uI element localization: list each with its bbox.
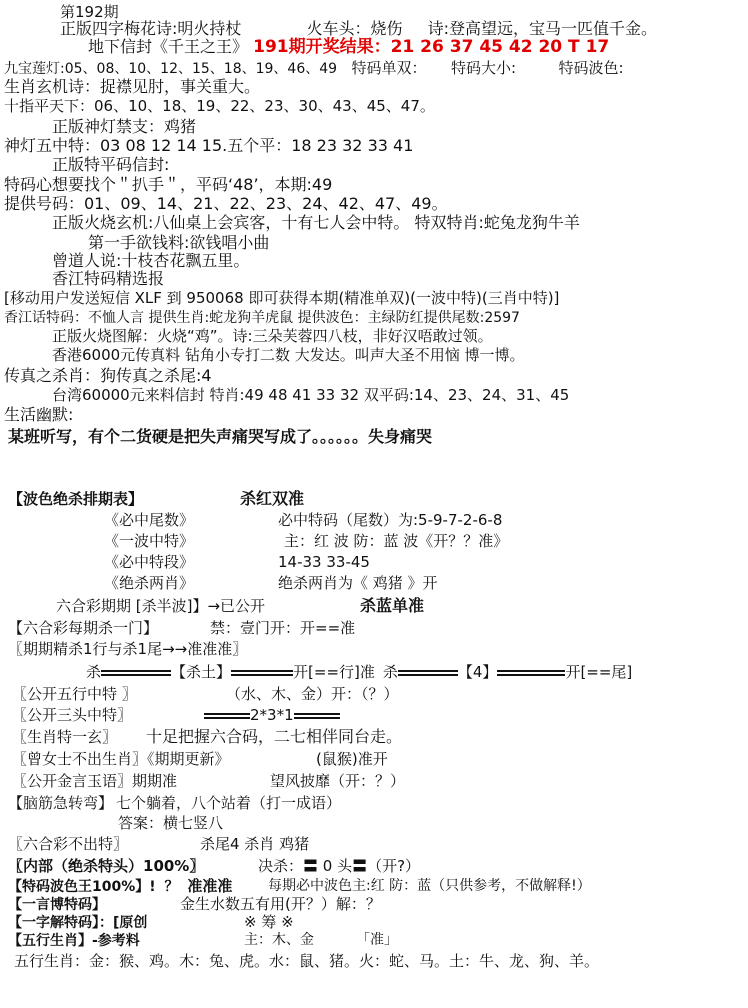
- heart-line: 特码心想要找个＂扒手＂，平码‘48’，本期:49: [4, 175, 333, 194]
- answer: 答案：横七竖八: [118, 814, 224, 832]
- kill-d: 杀: [382, 663, 398, 681]
- bar: [294, 713, 340, 719]
- special-size: 特码大小:: [450, 59, 517, 77]
- kill-f: 开[==尾]: [565, 663, 633, 681]
- bar: [204, 713, 250, 719]
- king-label: 【特码波色王100%】!: [8, 879, 156, 895]
- one-door-label: 【六合彩每期杀一门】: [8, 619, 159, 637]
- kill-row: [86, 664, 632, 681]
- king-sure: 准准准: [187, 877, 233, 895]
- humor-text: 某班听写，有个二货硬是把失声痛哭写成了。。。。。。失身痛哭: [8, 427, 433, 446]
- three-tail-row: [204, 707, 340, 724]
- segment-value: 14-33 33-45: [278, 553, 370, 571]
- kill-a: 杀: [86, 663, 102, 681]
- bar: [231, 670, 293, 676]
- wave-label: 《一波中特》: [104, 532, 195, 550]
- five-elem-label: 〖公开五行中特 〗: [12, 685, 137, 703]
- issue-number: 第192期: [60, 3, 119, 21]
- bet-value: 金生水数五有用(开？）解：？: [180, 895, 381, 913]
- gold-label: 〖公开金言玉语〗期期准: [12, 772, 178, 790]
- letter-result-row: [88, 38, 609, 58]
- brain-label: 【脑筋急转弯】: [8, 794, 114, 812]
- segment-label: 《必中特段》: [104, 553, 195, 571]
- zodiac-one-label: 〖生肖特一玄〗: [12, 728, 118, 746]
- plum-poem: [60, 20, 657, 38]
- first-hand: 第一手欲钱料:欲钱唱小曲: [88, 233, 270, 252]
- lotus-lamp-row: [4, 60, 624, 77]
- poem-text: 诗:登高望远，宝马一匹值千金。: [427, 19, 658, 38]
- tail-label: 《必中尾数》: [104, 511, 195, 529]
- hk6000: 香港6000元传真料 钻角小专打二数 大发达。叫声大圣不用恼 博一博。: [52, 346, 525, 364]
- plum-poem-label: 正版四字梅花诗:明火持杖: [60, 19, 242, 38]
- elem-zodiac-value: 主：木、金: [244, 932, 314, 948]
- kill2-label: 《绝杀两肖》: [104, 574, 195, 592]
- tw60000: 台湾60000元来料信封 特肖:49 48 41 33 32 双平码:14、23、24、31、45: [52, 386, 570, 404]
- fire-head: 火车头：烧伤: [306, 19, 403, 38]
- bar: [398, 670, 458, 676]
- tail-value: 必中特码（尾数）为:5-9-7-2-6-8: [278, 511, 503, 529]
- no-out-label: 〖六合彩不出特〗: [8, 835, 129, 853]
- bet-label: 【一言博特码】: [8, 897, 106, 913]
- elem-zodiac-tag: 「准」: [356, 932, 398, 948]
- lotus-lamp: 九宝莲灯:05、08、10、12、15、18、19、46、49: [4, 61, 338, 77]
- zeng-value: (鼠猴)准开: [316, 750, 388, 768]
- bar: [497, 670, 565, 676]
- sms-promo: [移动用户发送短信 XLF 到 950068 即可获得本期(精准单双)(一波中特)(三肖中特)]: [4, 289, 560, 307]
- special-wave: 特码波色:: [558, 59, 624, 77]
- wave-table-title: 【波色绝杀排期表】: [8, 490, 144, 508]
- kill2-value: 绝杀两肖为《 鸡猪 》开: [278, 574, 438, 592]
- special-odd-even: 特码单双：: [351, 59, 427, 77]
- master-said: 曾道人说:十枝杏花飘五里。: [52, 251, 250, 270]
- gold-value: 望风披靡（开：？）: [270, 772, 406, 790]
- zeng-label: 〖曾女士不出生肖〗《期期更新》: [12, 750, 230, 768]
- kill-red: 杀红双准: [240, 489, 305, 508]
- hk-words: 香江话特码：不恤人言 提供生肖:蛇龙狗羊虎鼠 提供波色：主绿防红提供尾数:2597: [4, 310, 520, 326]
- fire-picture: 正版火烧图解：火烧“鸡”。诗:三朵芙蓉四八枝，非好汉唔敢过领。: [52, 327, 493, 345]
- three-tail-value: 2*3*1: [250, 706, 294, 724]
- god-lamp-ban: 正版神灯禁支：鸡猪: [52, 117, 197, 136]
- bar: [101, 670, 171, 676]
- kill-row-label: 〖期期精杀1行与杀1尾→→准准准〗: [8, 640, 248, 658]
- humor-label: 生活幽默:: [4, 405, 74, 424]
- provide-numbers: 提供号码：01、09、14、21、22、23、24、42、47、49。: [4, 194, 448, 213]
- inner-label: 〖内部（绝杀特头）100%〗: [8, 857, 205, 875]
- kill-blue: 杀蓝单准: [360, 596, 425, 615]
- lamp-five: 神灯五中特：03 08 12 14 15.五个平：18 23 32 33 41: [4, 136, 414, 155]
- elem-zodiac-label: 【五行生肖】-参考料: [8, 933, 140, 949]
- kill-b: 【杀土】: [171, 663, 232, 681]
- underground-letter: 地下信封《千王之王》: [88, 37, 249, 56]
- zodiac-one-value: 十足把握六合码，二七相伴同台走。: [146, 727, 403, 746]
- king-q: ？: [164, 879, 179, 895]
- three-tail-label: 〖公开三头中特〗: [12, 706, 133, 724]
- flat-letter: 正版特平码信封:: [52, 155, 170, 174]
- draw-result: 191期开奖结果：21 26 37 45 42 20 T 17: [253, 37, 610, 57]
- kill-e: 【4】: [457, 663, 498, 681]
- king-label-row: [8, 878, 232, 895]
- wave-value: 主：红 波 防：蓝 波《开？？准》: [284, 532, 509, 550]
- five-elem-value: （水、木、金）开：（？）: [226, 685, 399, 703]
- fax-kill: 传真之杀肖：狗传真之杀尾:4: [4, 366, 212, 385]
- king-value: 每期必中波色主:红 防：蓝（只供参考，不做解释!）: [268, 878, 591, 894]
- fire-mystic: 正版火烧玄机:八仙桌上会宾客，十有七人会中特。 特双特肖:蛇兔龙狗牛羊: [52, 213, 580, 232]
- kill-c: 开[==行]准: [293, 663, 375, 681]
- element-list: 五行生肖：金：猴、鸡。木：兔、虎。水：鼠、猪。火：蛇、马。土：牛、龙、狗、羊。: [14, 952, 600, 970]
- one-word-value: ※ 筹 ※: [244, 913, 294, 931]
- no-out-value: 杀尾4 杀肖 鸡猪: [200, 835, 310, 853]
- brain-value: 七个躺着，八个站着（打一成语）: [116, 794, 342, 812]
- mystic-poem: 生肖玄机诗：捉襟见肘，事关重大。: [4, 77, 261, 96]
- hk-select: 香江特码精选报: [52, 269, 165, 288]
- ten-fingers: 十指平天下：06、10、18、19、22、23、30、43、45、47。: [4, 97, 435, 115]
- one-word-label: 【一字解特码】：[原创: [8, 915, 148, 931]
- inner-value: 决杀：〓 0 头〓（开?）: [258, 857, 421, 875]
- one-door-value: 禁：壹门开：开==准: [210, 619, 356, 637]
- half-wave: 六合彩期期 [杀半波]】→已公开: [56, 597, 266, 615]
